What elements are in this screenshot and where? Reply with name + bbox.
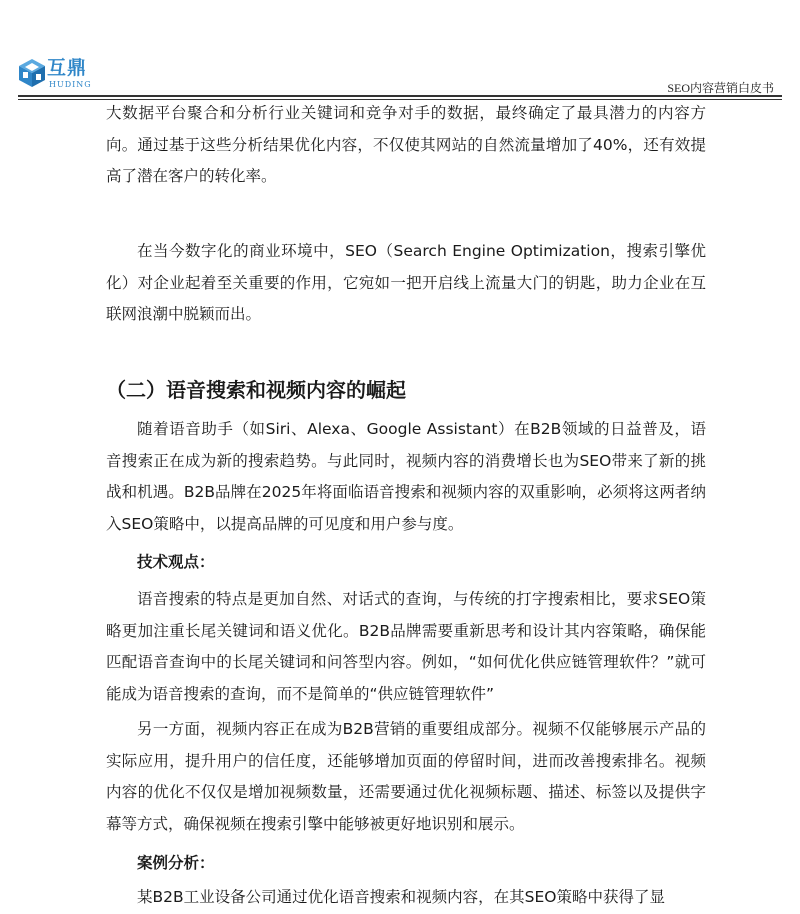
paragraph: 大数据平台聚合和分析行业关键词和竞争对手的数据，最终确定了最具潜力的内容方向。通过基于这些分析结果优化内容，不仅使其网站的自然流量增加了40%，还有效提高了潜在客户的转化率。	[106, 104, 706, 185]
paragraph: 在当今数字化的商业环境中，SEO（Search Engine Optimization，搜索引擎优化）对企业起着至关重要的作用，它宛如一把开启线上流量大门的钥匙，助力企业在互联网浪潮中脱颖而出。	[106, 242, 706, 323]
cube-logo-icon	[18, 58, 46, 88]
logo-text: 互鼎	[47, 57, 88, 79]
paragraph: 另一方面，视频内容正在成为B2B营销的重要组成部分。视频不仅能够展示产品的实际应用，提升用户的信任度，还能够增加页面的停留时间，进而改善搜索排名。视频内容的优化不仅仅是增加视频数量，还需要通过优化视频标题、描述、标签以及提供字幕等方式，确保视频在搜索引擎中能够被更好地识别和展示。	[106, 720, 706, 833]
section-heading: （二）语音搜索和视频内容的崛起	[106, 378, 406, 402]
logo-subtext: HUDING	[49, 80, 92, 89]
header-rule	[18, 95, 782, 97]
section-label: 案例分析：	[137, 854, 215, 872]
logo	[18, 56, 90, 92]
paragraph: 某B2B工业设备公司通过优化语音搜索和视频内容，在其SEO策略中获得了显	[137, 888, 665, 906]
paragraph: 随着语音助手（如Siri、Alexa、Google Assistant）在B2B领域的日益普及，语音搜索正在成为新的搜索趋势。与此同时，视频内容的消费增长也为SEO带来了新的挑战和机遇。B2B品牌在2025年将面临语音搜索和视频内容的双重影响，必须将这两者纳入SEO策略中，以提高品牌的可见度和用户参与度。	[106, 420, 706, 533]
paragraph: 语音搜索的特点是更加自然、对话式的查询，与传统的打字搜索相比，要求SEO策略更加注重长尾关键词和语义优化。B2B品牌需要重新思考和设计其内容策略，确保能匹配语音查询中的长尾关键词和问答型内容。例如，“如何优化供应链管理软件？”就可能成为语音搜索的查询，而不是简单的“供应链管理软件”	[106, 590, 706, 703]
section-label: 技术观点：	[137, 553, 215, 571]
document-title: SEO内容营销白皮书	[667, 81, 774, 95]
